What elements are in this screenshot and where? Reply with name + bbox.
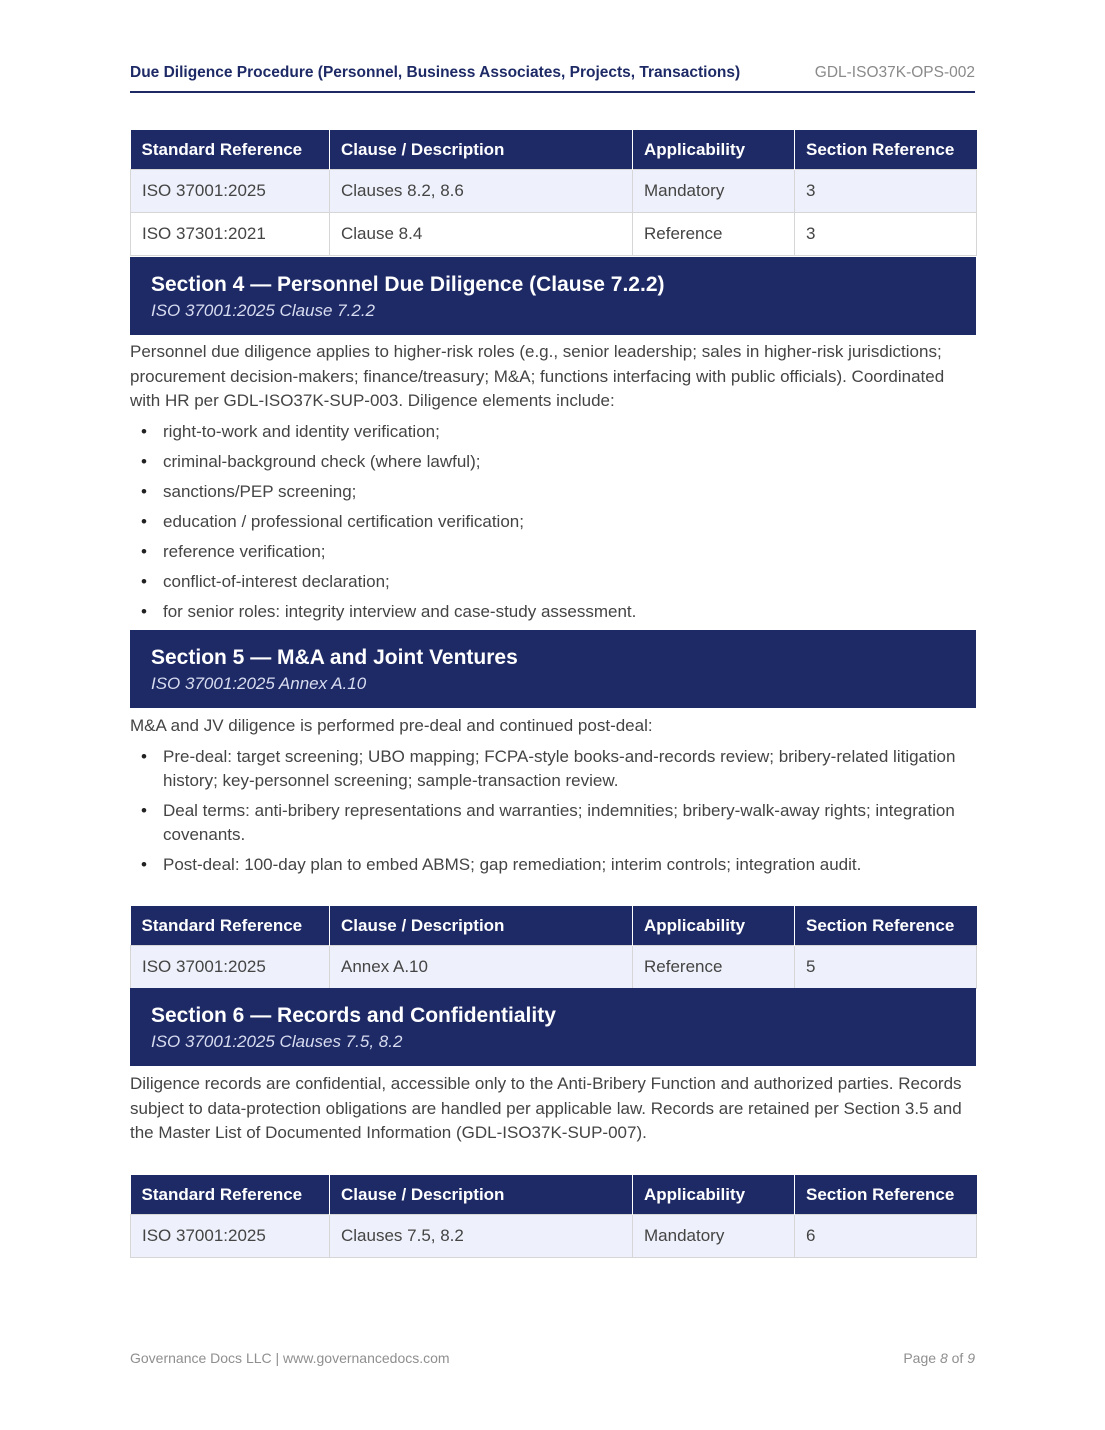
cell-standard: ISO 37001:2025 — [131, 946, 330, 989]
reference-table-3 — [130, 1175, 977, 1258]
cell-standard: ISO 37001:2025 — [131, 1215, 330, 1258]
table-row — [131, 1215, 977, 1258]
section-5-bullets — [130, 745, 976, 883]
list-item: • conflict-of-interest declaration; — [130, 570, 976, 594]
col-section-reference: Section Reference — [795, 130, 977, 170]
cell-section: 6 — [795, 1215, 977, 1258]
reference-table-1 — [130, 130, 977, 256]
list-item: • reference verification; — [130, 540, 976, 564]
section-4-banner — [130, 257, 976, 335]
section-5-intro: M&A and JV diligence is performed pre-deal and continued post-deal: — [130, 716, 653, 735]
page-word: Page — [903, 1350, 937, 1366]
section-6-title: Section 6 — Records and Confidentiality — [151, 1004, 556, 1027]
col-applicability: Applicability — [633, 906, 795, 946]
col-clause-description: Clause / Description — [330, 130, 633, 170]
cell-section: 3 — [795, 170, 977, 213]
cell-clause: Clauses 8.2, 8.6 — [330, 170, 633, 213]
cell-applicability: Mandatory — [633, 1215, 795, 1258]
table-row — [131, 213, 977, 256]
section-6-banner — [130, 988, 976, 1066]
col-standard-reference: Standard Reference — [131, 130, 330, 170]
table-header-row — [131, 1175, 977, 1215]
section-4-bullets — [130, 420, 976, 630]
col-standard-reference: Standard Reference — [131, 906, 330, 946]
col-applicability: Applicability — [633, 1175, 795, 1215]
cell-clause: Annex A.10 — [330, 946, 633, 989]
list-item: • right-to-work and identity verification; — [130, 420, 976, 444]
cell-applicability: Reference — [633, 213, 795, 256]
col-section-reference: Section Reference — [795, 1175, 977, 1215]
cell-standard: ISO 37001:2025 — [131, 170, 330, 213]
cell-clause: Clauses 7.5, 8.2 — [330, 1215, 633, 1258]
cell-applicability: Reference — [633, 946, 795, 989]
reference-table-2 — [130, 906, 977, 989]
section-6-subtitle: ISO 37001:2025 Clauses 7.5, 8.2 — [151, 1032, 403, 1051]
list-item: • Pre-deal: target screening; UBO mapping; FCPA-style books-and-records review; bribery-related litigation history; key-personnel screening; sample-transaction review. — [130, 745, 976, 793]
cell-section: 3 — [795, 213, 977, 256]
document-title: Due Diligence Procedure (Personnel, Business Associates, Projects, Transactions) — [130, 64, 741, 81]
list-item: • Deal terms: anti-bribery representations and warranties; indemnities; bribery-walk-away rights; integration covenants. — [130, 799, 976, 847]
list-item: • sanctions/PEP screening; — [130, 480, 976, 504]
page-total: 9 — [967, 1350, 975, 1366]
col-clause-description: Clause / Description — [330, 1175, 633, 1215]
col-standard-reference: Standard Reference — [131, 1175, 330, 1215]
cell-section: 5 — [795, 946, 977, 989]
table-header-row — [131, 130, 977, 170]
page-current: 8 — [939, 1350, 948, 1366]
cell-standard: ISO 37301:2021 — [131, 213, 330, 256]
col-section-reference: Section Reference — [795, 906, 977, 946]
section-4-intro: Personnel due diligence applies to higher-risk roles (e.g., senior leadership; sales in higher-risk jurisdictions; procurement decision-makers; finance/treasury; M&A; functions interfacing with public officials). Coordinated with HR per GDL-ISO37K-SUP-003. Diligence elements include: — [130, 342, 945, 410]
list-item: • education / professional certification verification; — [130, 510, 976, 534]
page-header — [130, 64, 975, 93]
page-of: of — [951, 1350, 964, 1366]
page-number — [903, 1350, 975, 1366]
section-5-title: Section 5 — M&A and Joint Ventures — [151, 646, 518, 669]
page-footer — [130, 1350, 975, 1366]
list-item: • Post-deal: 100-day plan to embed ABMS; gap remediation; interim controls; integration audit. — [130, 853, 976, 877]
col-clause-description: Clause / Description — [330, 906, 633, 946]
col-applicability: Applicability — [633, 130, 795, 170]
section-4-title: Section 4 — Personnel Due Diligence (Clause 7.2.2) — [151, 273, 665, 296]
cell-applicability: Mandatory — [633, 170, 795, 213]
table-header-row — [131, 906, 977, 946]
list-item: • criminal-background check (where lawful); — [130, 450, 976, 474]
section-5-subtitle: ISO 37001:2025 Annex A.10 — [151, 674, 367, 693]
section-6-intro: Diligence records are confidential, accessible only to the Anti-Bribery Function and authorized parties. Records subject to data-protection obligations are handled per applicable law. Records are retained per Section 3.5 and the Master List of Documented Information (GDL-ISO37K-SUP-007). — [130, 1074, 962, 1142]
table-row — [131, 946, 977, 989]
table-row — [131, 170, 977, 213]
section-4-subtitle: ISO 37001:2025 Clause 7.2.2 — [151, 301, 375, 320]
section-5-banner — [130, 630, 976, 708]
document-code: GDL-ISO37K-OPS-002 — [814, 64, 975, 81]
footer-company: Governance Docs LLC | www.governancedocs.com — [130, 1350, 450, 1366]
cell-clause: Clause 8.4 — [330, 213, 633, 256]
list-item: • for senior roles: integrity interview and case-study assessment. — [130, 600, 976, 624]
